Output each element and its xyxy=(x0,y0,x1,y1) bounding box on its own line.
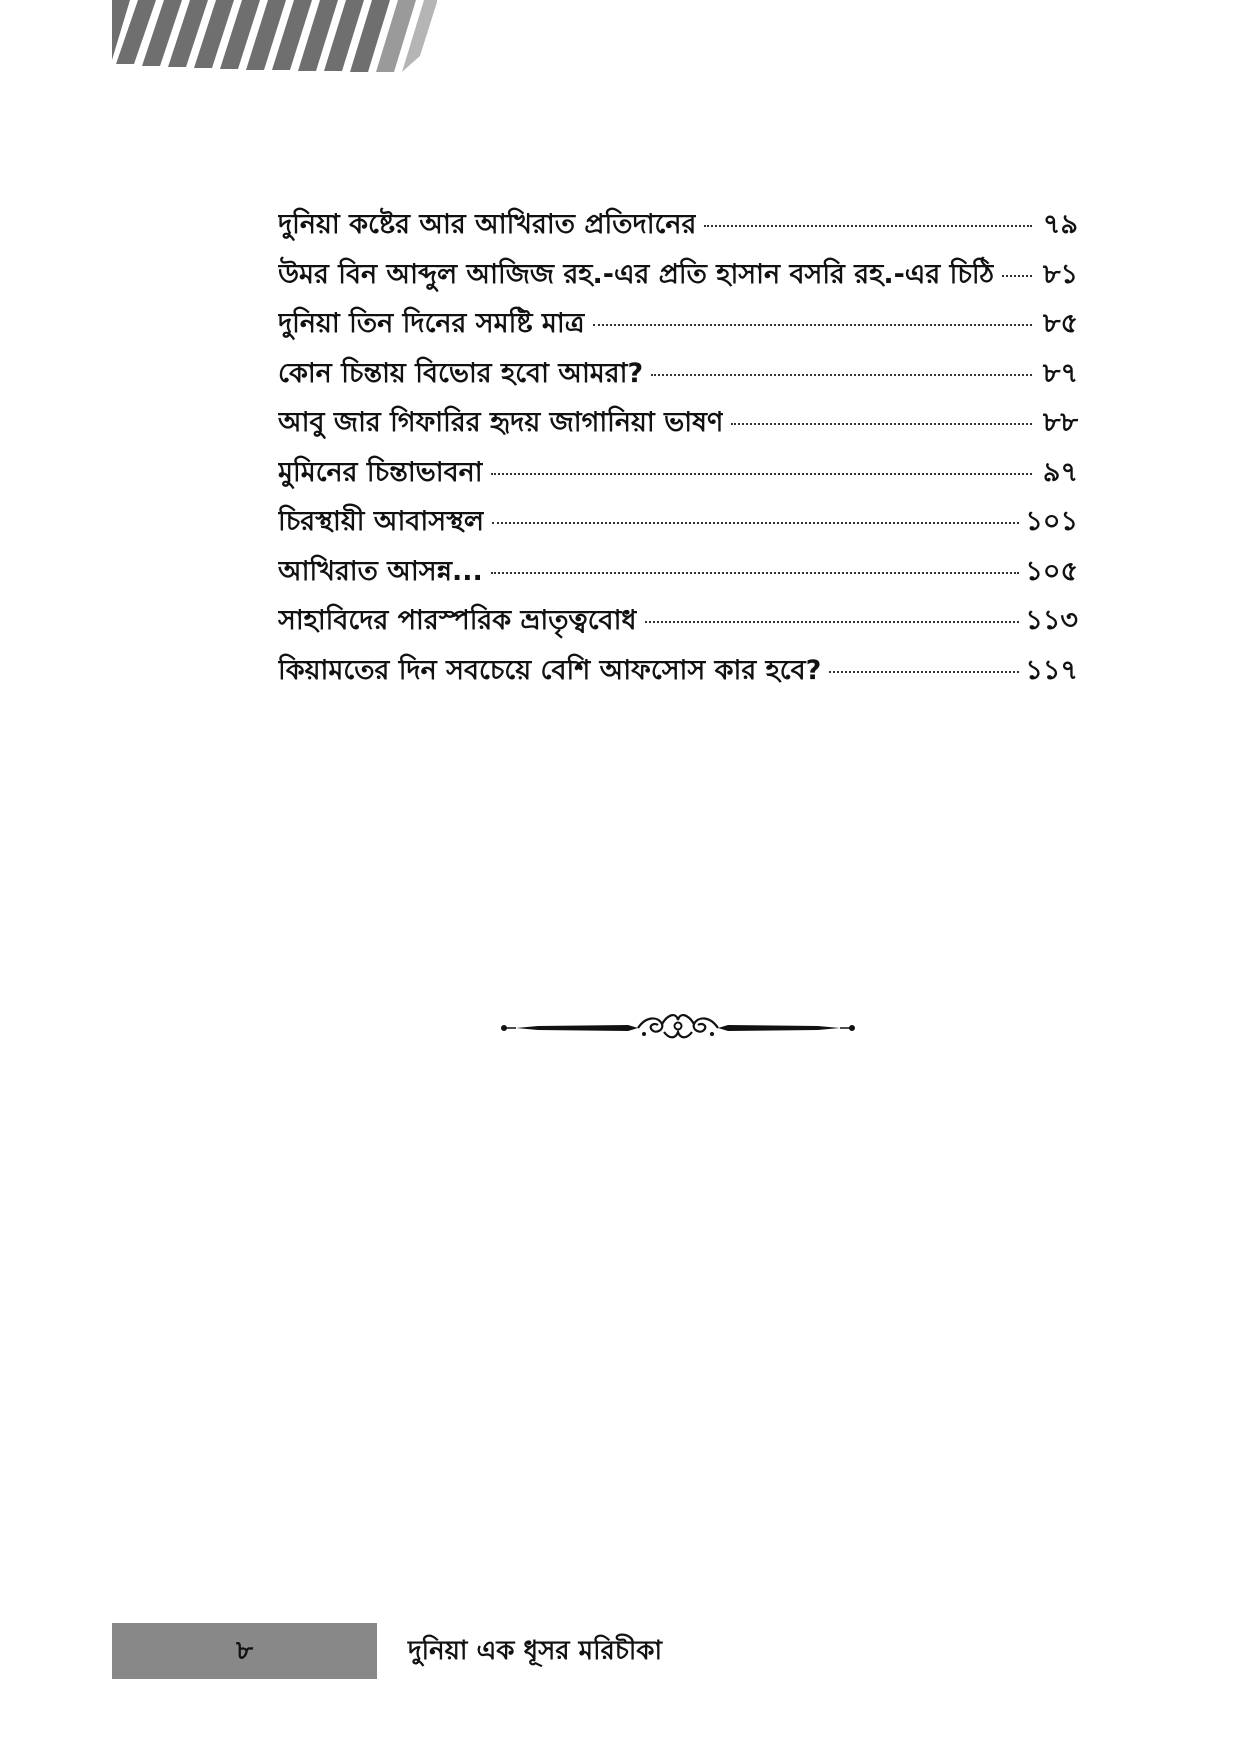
toc-entry-title: দুনিয়া তিন দিনের সমষ্টি মাত্র xyxy=(278,308,585,339)
toc-entry-page: ৮৫ xyxy=(1042,308,1078,339)
toc-entry-page: ৯৭ xyxy=(1042,456,1078,488)
toc-leader-dots xyxy=(731,423,1032,425)
toc-leader-dots xyxy=(704,225,1032,227)
toc-entry-page: ১১৩ xyxy=(1025,605,1078,636)
toc-entry-page: ৮৭ xyxy=(1042,357,1078,389)
toc-entry-page: ৮৮ xyxy=(1042,407,1078,438)
header-stripes-decoration xyxy=(112,0,437,72)
toc-entry-page: ১১৭ xyxy=(1025,654,1078,686)
toc-entry-page: ৭৯ xyxy=(1042,209,1078,240)
toc-entry-title: উমর বিন আব্দুল আজিজ রহ.-এর প্রতি হাসান বসরি রহ.-এর চিঠি xyxy=(278,258,995,290)
toc-leader-dots xyxy=(593,324,1032,326)
toc-entry-title: চিরস্থায়ী আবাসস্থল xyxy=(278,506,485,537)
toc-leader-dots xyxy=(491,572,1020,574)
toc-entry xyxy=(278,299,1078,349)
toc-entry-page: ১০১ xyxy=(1025,506,1078,537)
toc-entry xyxy=(278,398,1078,448)
toc-entry xyxy=(278,497,1078,547)
toc-entry-title: সাহাবিদের পারস্পরিক ভ্রাতৃত্ববোধ xyxy=(278,605,637,636)
toc-leader-dots xyxy=(492,522,1019,524)
toc-leader-dots xyxy=(651,374,1032,376)
toc-entry xyxy=(278,349,1078,399)
toc-entry xyxy=(278,448,1078,498)
toc-entry-page: ১০৫ xyxy=(1025,555,1078,587)
toc-entry xyxy=(278,200,1078,250)
toc-entry xyxy=(278,646,1078,696)
toc-leader-dots xyxy=(645,621,1020,623)
toc-leader-dots xyxy=(491,473,1032,475)
toc-entry-title: কোন চিন্তায় বিভোর হবো আমরা? xyxy=(278,357,644,389)
footer-page-bar xyxy=(112,1623,377,1679)
toc-entry-title: দুনিয়া কষ্টের আর আখিরাত প্রতিদানের xyxy=(278,209,697,240)
toc-entry-title: আবু জার গিফারির হৃদয় জাগানিয়া ভাষণ xyxy=(278,407,724,438)
toc-entry-title: মুমিনের চিন্তাভাবনা xyxy=(278,456,483,488)
page-number: ৮ xyxy=(236,1636,253,1666)
toc-entry xyxy=(278,596,1078,646)
toc-entry xyxy=(278,547,1078,597)
toc-entry-title: আখিরাত আসন্ন... xyxy=(278,555,483,587)
ornamental-divider-icon xyxy=(498,1008,858,1048)
toc-leader-dots xyxy=(829,671,1019,673)
toc-leader-dots xyxy=(1002,275,1032,277)
table-of-contents xyxy=(278,200,1078,695)
toc-entry-page: ৮১ xyxy=(1042,258,1078,290)
toc-entry xyxy=(278,250,1078,300)
footer-book-title: দুনিয়া এক ধূসর মরিচীকা xyxy=(408,1636,663,1666)
toc-entry-title: কিয়ামতের দিন সবচেয়ে বেশি আফসোস কার হবে? xyxy=(278,654,822,686)
